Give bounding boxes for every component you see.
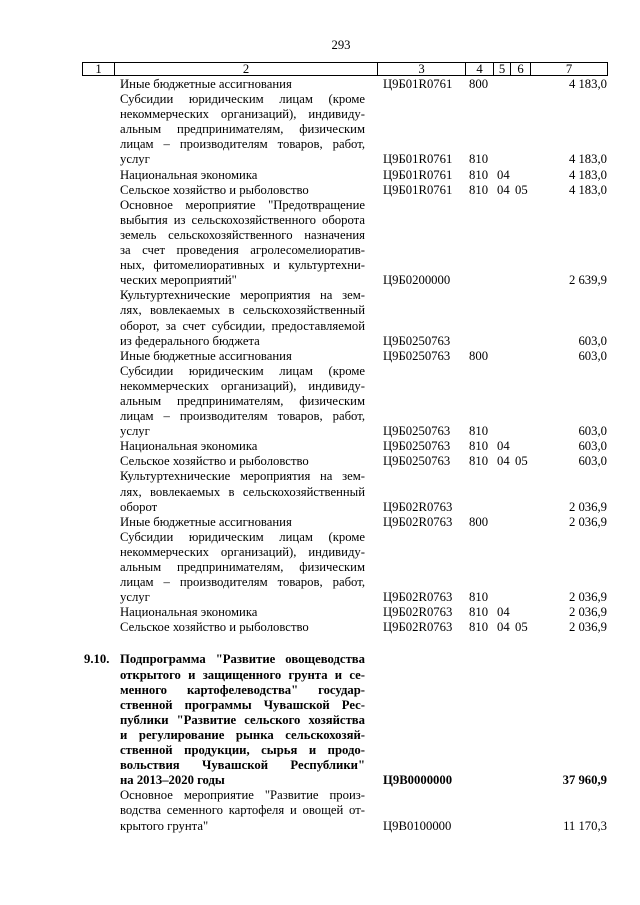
code-cell: Ц9Б0250763: [383, 348, 451, 363]
column-4-cell: 810: [469, 454, 489, 469]
column-4-cell: 800: [469, 514, 489, 529]
column-5-cell: 04: [497, 605, 510, 620]
table-row: [82, 92, 608, 167]
name-line: за счет проведения агролесомелиоратив-: [120, 243, 365, 258]
table-row: [82, 77, 608, 92]
name-line: земель сельскохозяйственного назначения: [120, 227, 365, 242]
column-4-cell: 810: [469, 424, 489, 439]
code-cell: Ц9Б02R0763: [383, 620, 453, 635]
column-5-cell: 04: [497, 454, 510, 469]
table-row: [82, 788, 608, 833]
amount-cell: 4 183,0: [568, 152, 607, 167]
name-line: Основное мероприятие "Предотвращение: [120, 197, 365, 212]
name-line: лицам – производителям товаров, работ,: [120, 137, 365, 152]
name-cell: [115, 364, 378, 439]
name-cell: [115, 168, 378, 183]
column-4-cell: 810: [469, 620, 489, 635]
amount-cell: 603,0: [578, 424, 607, 439]
code-cell: Ц9Б0200000: [383, 273, 451, 288]
name-line: выбытия из сельскохозяйственного оборота: [120, 212, 365, 227]
name-line: вольствия Чувашской Республики": [120, 758, 365, 773]
amount-cell: 2 036,9: [568, 590, 607, 605]
amount-cell: 4 183,0: [568, 182, 607, 197]
name-line: водства семенного картофеля и овощей от-: [120, 803, 365, 818]
table-row: [82, 469, 608, 514]
name-line: лицам – производителям товаров, работ,: [120, 409, 365, 424]
amount-cell: 603,0: [578, 348, 607, 363]
name-line: Субсидии юридическим лицам (кроме: [120, 92, 365, 107]
name-line: Национальная экономика: [120, 439, 258, 454]
column-4-cell: 810: [469, 167, 489, 182]
column-6-cell: 05: [515, 620, 528, 635]
code-cell: Ц9Б0250763: [383, 454, 451, 469]
page-number: 293: [331, 38, 351, 52]
amount-cell: 2 639,9: [568, 273, 607, 288]
name-line: Субсидии юридическим лицам (кроме: [120, 529, 365, 544]
amount-cell: 37 960,9: [562, 773, 607, 788]
name-line: из федерального бюджета: [120, 333, 260, 348]
code-cell: Ц9Б02R0763: [383, 514, 453, 529]
code-cell: Ц9В0000000: [383, 773, 453, 788]
name-cell: [115, 92, 378, 167]
name-line: услуг: [120, 152, 150, 167]
name-line: крытого грунта": [120, 818, 209, 833]
column-5-cell: 04: [497, 439, 510, 454]
name-cell: [115, 652, 378, 788]
header-cell-6: 6: [511, 63, 531, 75]
amount-cell: 4 183,0: [568, 167, 607, 182]
code-cell: Ц9Б01R0761: [383, 152, 453, 167]
name-line: лях, вовлекаемых в сельскохозяйственный: [120, 484, 365, 499]
name-line: услуг: [120, 424, 150, 439]
name-cell: [115, 530, 378, 605]
name-cell: [115, 77, 378, 92]
name-line: Национальная экономика: [120, 605, 258, 620]
table-row: [82, 349, 608, 364]
header-cell-4: 4: [466, 63, 494, 75]
amount-cell: 603,0: [578, 333, 607, 348]
column-5-cell: 04: [497, 620, 510, 635]
name-line: лях, вовлекаемых в сельскохозяйственный: [120, 303, 365, 318]
name-line: некоммерческих организаций), индивиду-: [120, 378, 365, 393]
amount-cell: 603,0: [578, 439, 607, 454]
name-line: некоммерческих организаций), индивиду-: [120, 544, 365, 559]
code-cell: Ц9Б0250763: [383, 333, 451, 348]
header-cell-1: 1: [82, 63, 115, 75]
table-row: [82, 288, 608, 348]
name-line: открытого и защищенного грунта и се-: [120, 667, 365, 682]
name-cell: [115, 439, 378, 454]
code-cell: Ц9В0100000: [383, 818, 452, 833]
amount-cell: 11 170,3: [563, 818, 607, 833]
amount-cell: 2 036,9: [568, 499, 607, 514]
name-cell: [115, 288, 378, 348]
name-line: Иные бюджетные ассигнования: [120, 348, 292, 363]
name-line: Иные бюджетные ассигнования: [120, 77, 292, 91]
column-6-cell: 05: [515, 454, 528, 469]
amount-cell: 603,0: [578, 454, 607, 469]
name-line: ческих мероприятий": [120, 273, 237, 288]
name-line: лицам – производителям товаров, работ,: [120, 575, 365, 590]
name-line: Субсидии юридическим лицам (кроме: [120, 363, 365, 378]
table-row: [82, 605, 608, 620]
column-4-cell: 800: [469, 77, 489, 91]
amount-cell: 2 036,9: [568, 605, 607, 620]
column-4-cell: 810: [469, 590, 489, 605]
name-cell: [115, 198, 378, 289]
name-line: Основное мероприятие "Развитие произ-: [120, 788, 365, 803]
name-cell: [115, 515, 378, 530]
name-line: оборот, за счет субсидии, предоставляемой: [120, 318, 365, 333]
table-row: [82, 198, 608, 289]
name-line: публики "Развитие сельского хозяйства: [120, 712, 365, 727]
header-cell-5: 5: [494, 63, 511, 75]
column-6-cell: 05: [515, 182, 528, 197]
code-cell: Ц9Б0250763: [383, 439, 451, 454]
name-line: Иные бюджетные ассигнования: [120, 514, 292, 529]
amount-cell: 4 183,0: [568, 77, 607, 91]
column-4-cell: 810: [469, 439, 489, 454]
column-4-cell: 810: [469, 182, 489, 197]
name-line: Национальная экономика: [120, 167, 258, 182]
column-5-cell: 04: [497, 167, 510, 182]
name-line: Подпрограмма "Развитие овощеводства: [120, 652, 365, 667]
table-row: [82, 168, 608, 183]
name-line: ственной продукции, сырья и продо-: [120, 743, 365, 758]
code-cell: Ц9Б0250763: [383, 424, 451, 439]
name-line: услуг: [120, 590, 150, 605]
name-line: менного картофелеводства" государ-: [120, 682, 365, 697]
code-cell: Ц9Б02R0763: [383, 590, 453, 605]
name-line: ных, фитомелиоративных и культуртехни-: [120, 258, 365, 273]
table-row: [82, 454, 608, 469]
table-row: [82, 530, 608, 605]
name-line: Культуртехнические мероприятия на зем-: [120, 288, 365, 303]
code-cell: Ц9Б01R0761: [383, 182, 453, 197]
number-cell: 9.10.: [84, 652, 110, 667]
name-line: альным предпринимателям, физическим: [120, 393, 365, 408]
amount-cell: 2 036,9: [568, 620, 607, 635]
name-line: ственной программы Чувашской Рес-: [120, 697, 365, 712]
name-cell: [115, 605, 378, 620]
table-row: [82, 183, 608, 198]
column-5-cell: 04: [497, 182, 510, 197]
name-line: Культуртехнические мероприятия на зем-: [120, 469, 365, 484]
name-line: Сельское хозяйство и рыболовство: [120, 620, 309, 635]
subprogram-row: [82, 652, 608, 788]
name-line: альным предпринимателям, физическим: [120, 560, 365, 574]
name-line: альным предпринимателям, физическим: [120, 122, 365, 137]
name-cell: [115, 788, 378, 833]
table-row: [82, 620, 608, 635]
name-cell: [115, 454, 378, 469]
code-cell: Ц9Б01R0761: [383, 167, 453, 182]
header-cell-2: 2: [115, 63, 378, 75]
table-body: [82, 77, 608, 834]
code-cell: Ц9Б02R0763: [383, 499, 453, 514]
table-row: [82, 439, 608, 454]
name-line: Сельское хозяйство и рыболовство: [120, 182, 309, 197]
table-row: [82, 364, 608, 439]
name-line: на 2013–2020 годы: [120, 773, 225, 788]
table-row: [82, 515, 608, 530]
column-4-cell: 800: [469, 348, 489, 363]
column-4-cell: 810: [469, 152, 489, 167]
name-line: некоммерческих организаций), индивиду-: [120, 107, 365, 122]
name-cell: [115, 183, 378, 198]
amount-cell: 2 036,9: [568, 514, 607, 529]
code-cell: Ц9Б02R0763: [383, 605, 453, 620]
code-cell: Ц9Б01R0761: [383, 77, 453, 91]
table-header: [82, 62, 608, 76]
name-line: оборот: [120, 499, 158, 514]
header-cell-3: 3: [378, 63, 466, 75]
header-cell-7: 7: [531, 63, 608, 75]
column-4-cell: 810: [469, 605, 489, 620]
name-cell: [115, 469, 378, 514]
name-line: Сельское хозяйство и рыболовство: [120, 454, 309, 469]
name-cell: [115, 349, 378, 364]
name-line: и регулирование рынка сельскохозяй-: [120, 727, 365, 742]
name-cell: [115, 620, 378, 635]
